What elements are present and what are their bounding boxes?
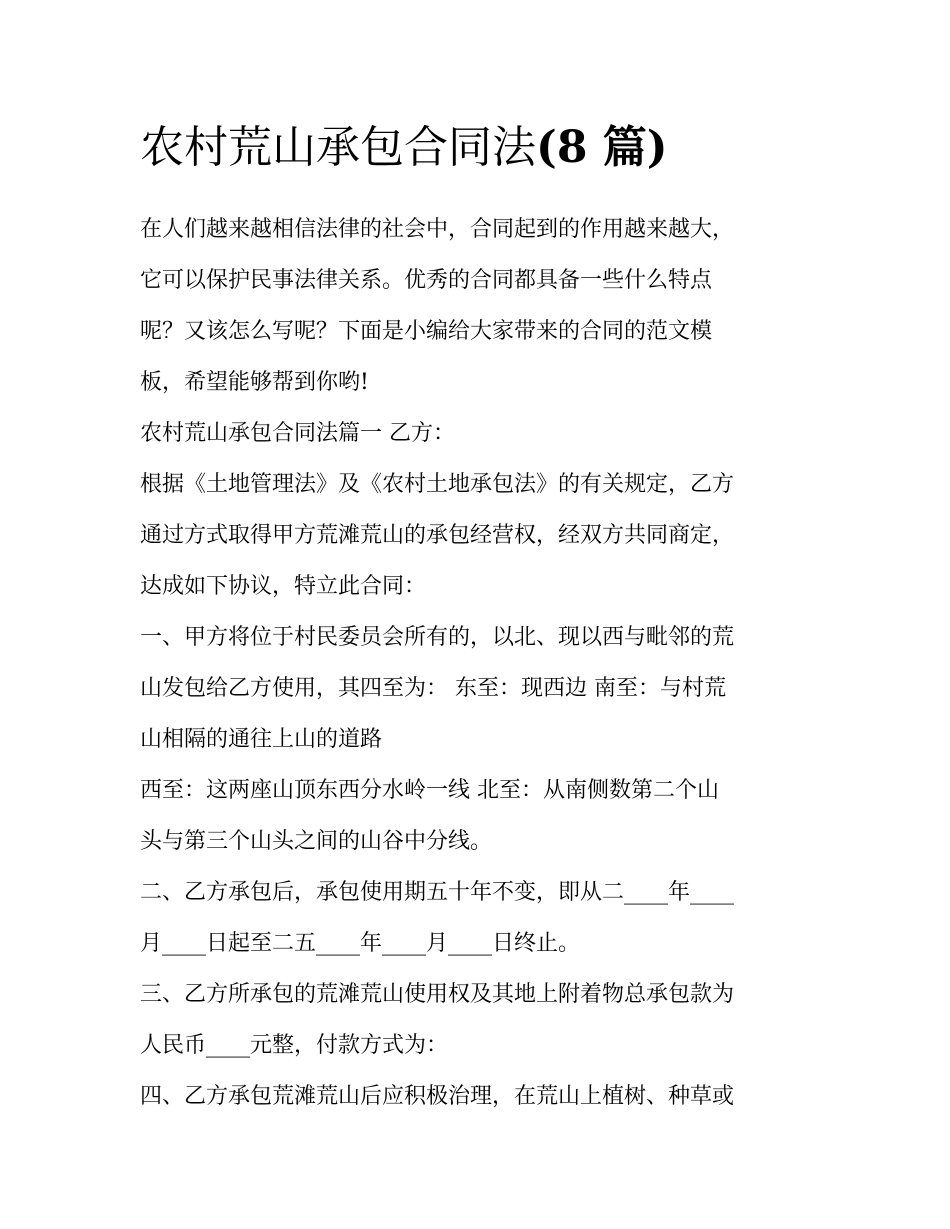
clause-line: 人民币____元整，付款方式为：: [140, 1033, 449, 1058]
document-body: [140, 112, 812, 1122]
clause-line: 山发包给乙方使用，其四至为： 东至：现西边 南至：与村荒: [140, 676, 726, 701]
clause-line: 一、甲方将位于村民委员会所有的，以北、现以西与毗邻的荒: [140, 625, 735, 650]
paragraph-line: 呢？又该怎么写呢？下面是小编给大家带来的合同的范文模: [140, 319, 713, 344]
paragraph-line: 通过方式取得甲方荒滩荒山的承包经营权，经双方共同商定，: [140, 523, 735, 548]
clause-line: 月____日起至二五____年____月____日终止。: [140, 931, 581, 956]
clause-line: 山相隔的通往上山的道路: [140, 727, 383, 752]
paragraph-line: 板，希望能够帮到你哟!: [140, 370, 369, 395]
section-heading: 农村荒山承包合同法篇一 乙方：: [140, 421, 455, 446]
clause-line: 二、乙方承包后，承包使用期五十年不变，即从二____年____: [140, 880, 735, 905]
paragraph-line: 在人们越来越相信法律的社会中，合同起到的作用越来越大，: [140, 217, 735, 242]
clause-line: 四、乙方承包荒滩荒山后应积极治理，在荒山上植树、种草或: [140, 1084, 735, 1109]
title-main: 农村荒山承包合同法: [140, 122, 536, 173]
clause-line: 头与第三个山头之间的山谷中分线。: [140, 829, 493, 854]
paragraph-line: 达成如下协议，特立此合同：: [140, 574, 427, 599]
paragraph-line: 根据《土地管理法》及《农村土地承包法》的有关规定，乙方: [140, 472, 735, 497]
clause-line: 三、乙方所承包的荒滩荒山使用权及其地上附着物总承包款为: [140, 982, 735, 1007]
document-title: [140, 112, 812, 184]
paragraph-line: 它可以保护民事法律关系。优秀的合同都具备一些什么特点: [140, 268, 713, 293]
title-suffix: (8 篇): [536, 122, 668, 173]
clause-line: 西至：这两座山顶东西分水岭一线 北至：从南侧数第二个山: [140, 778, 719, 803]
